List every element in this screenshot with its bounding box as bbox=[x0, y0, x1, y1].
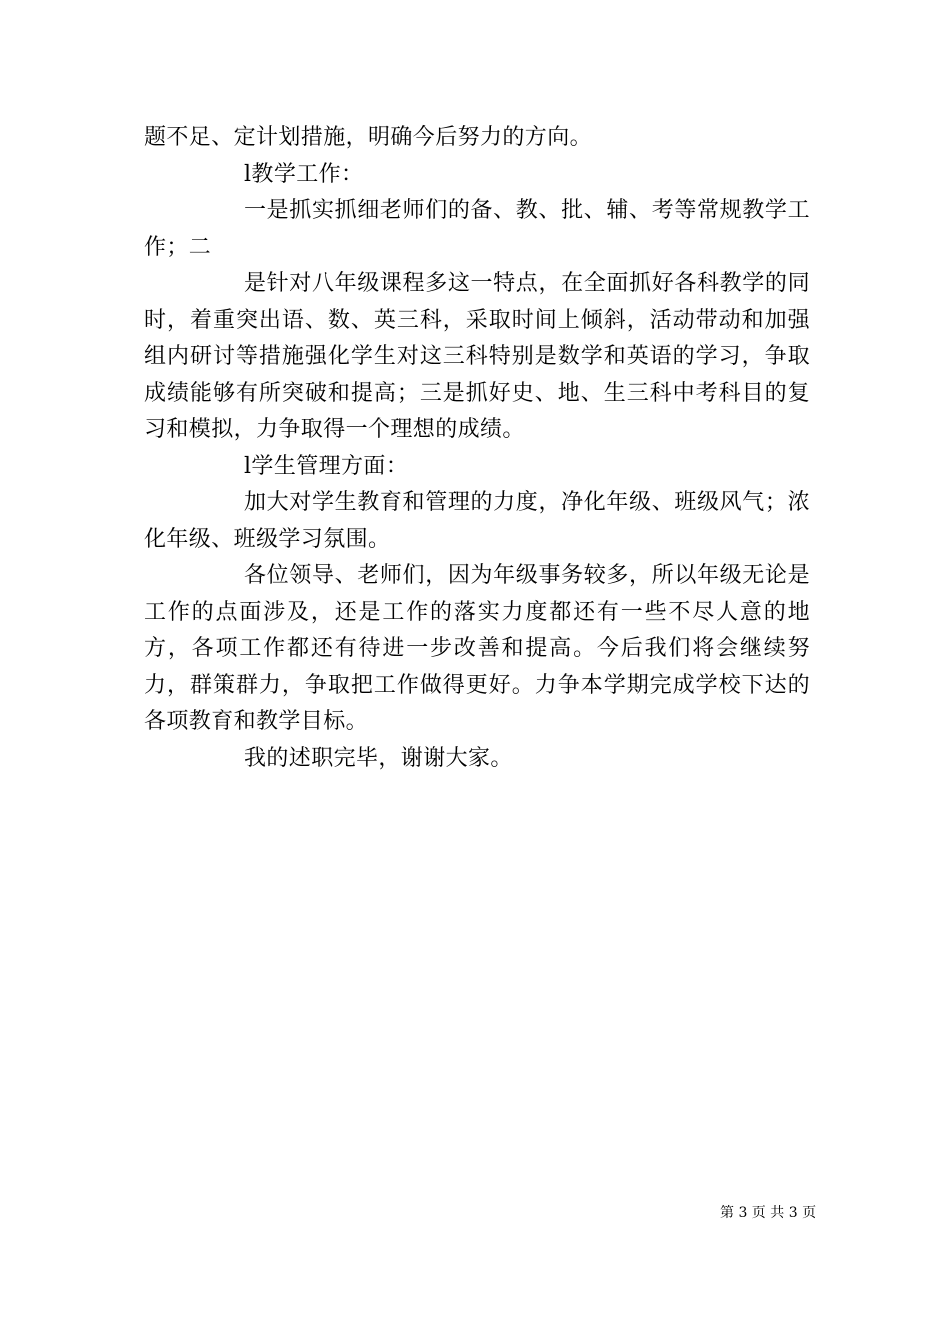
document-body bbox=[144, 120, 810, 777]
paragraph-summary: 各位领导、老师们，因为年级事务较多，所以年级无论是工作的点面涉及，还是工作的落实力度都还有一些不尽人意的地方，各项工作都还有待进一步改善和提高。今后我们将会继续努力，群策群力，争取把工作做得更好。力争本学期完成学校下达的各项教育和教学目标。 bbox=[144, 563, 810, 734]
paragraph-teaching-point-one: 一是抓实抓细老师们的备、教、批、辅、考等常规教学工作；二 bbox=[144, 198, 810, 260]
paragraph-closing: 我的述职完毕，谢谢大家。 bbox=[244, 745, 513, 771]
paragraph-continuation: 题不足、定计划措施，明确今后努力的方向。 bbox=[144, 125, 593, 150]
page-number-footer: 第 3 页 共 3 页 bbox=[720, 1205, 817, 1221]
section-heading-student-management: l学生管理方面： bbox=[244, 453, 409, 479]
paragraph-teaching-point-two: 是针对八年级课程多这一特点，在全面抓好各科教学的同时，着重突出语、数、英三科，采取时间上倾斜，活动带动和加强组内研讨等措施强化学生对这三科特别是数学和英语的学习，争取成绩能够有所突破和提高；三是抓好史、地、生三科中考科目的复习和模拟，力争取得一个理想的成绩。 bbox=[144, 271, 810, 442]
paragraph-student-management: 加大对学生教育和管理的力度，净化年级、班级风气；浓化年级、班级学习氛围。 bbox=[144, 490, 810, 552]
section-heading-teaching: l教学工作： bbox=[244, 161, 364, 187]
